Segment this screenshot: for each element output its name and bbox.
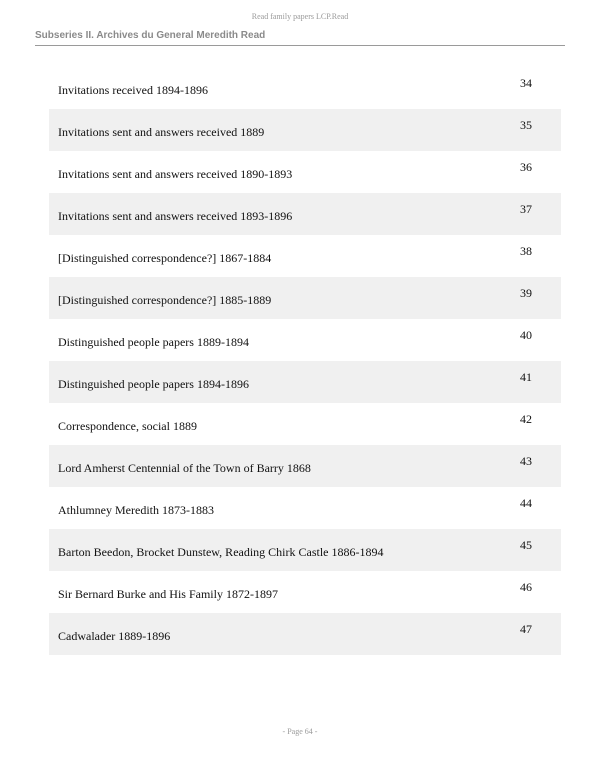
folder-title: Invitations sent and answers received 1889 [58,125,265,139]
folder-title: Cadwalader 1889-1896 [58,629,171,643]
folder-row [49,403,561,445]
folder-title: Correspondence, social 1889 [58,419,197,433]
folder-number: 34 [520,76,532,90]
folder-title: [Distinguished correspondence?] 1885-1889 [58,293,272,307]
series-title: Subseries II. Archives du General Meredith Read [35,30,266,41]
folder-row [49,571,561,613]
header-divider [35,45,565,46]
folder-number: 47 [520,622,532,636]
folder-number: 44 [520,496,532,510]
folder-number: 36 [520,160,532,174]
folder-row [49,67,561,109]
folder-number: 45 [520,538,532,552]
folder-title: Invitations received 1894-1896 [58,83,208,97]
folder-row [49,319,561,361]
folder-number: 42 [520,412,532,426]
folder-number: 46 [520,580,532,594]
folder-title: Distinguished people papers 1889-1894 [58,335,249,349]
folder-number: 43 [520,454,532,468]
folder-title: Sir Bernard Burke and His Family 1872-1897 [58,587,278,601]
folder-title: Barton Beedon, Brocket Dunstew, Reading Chirk Castle 1886-1894 [58,545,384,559]
folder-title: Athlumney Meredith 1873-1883 [58,503,214,517]
folder-title: Distinguished people papers 1894-1896 [58,377,249,391]
folder-row [49,235,561,277]
page-number: - Page 64 - [282,727,318,736]
folder-row [49,613,561,655]
folder-number: 35 [520,118,532,132]
folder-title: Lord Amherst Centennial of the Town of Barry 1868 [58,461,311,475]
folder-row [49,193,561,235]
folder-row [49,277,561,319]
folder-title: Invitations sent and answers received 1890-1893 [58,167,293,181]
folder-title: [Distinguished correspondence?] 1867-1884 [58,251,272,265]
folder-row [49,151,561,193]
folder-number: 38 [520,244,532,258]
folder-number: 40 [520,328,532,342]
folder-row [49,529,561,571]
folder-number: 39 [520,286,532,300]
folder-number: 37 [520,202,532,216]
folder-title: Invitations sent and answers received 1893-1896 [58,209,293,223]
folder-row [49,487,561,529]
folder-row [49,109,561,151]
folder-row [49,445,561,487]
folder-number: 41 [520,370,532,384]
running-head: Read family papers LCP.Read [251,12,349,21]
folder-list [49,67,561,655]
folder-row [49,361,561,403]
